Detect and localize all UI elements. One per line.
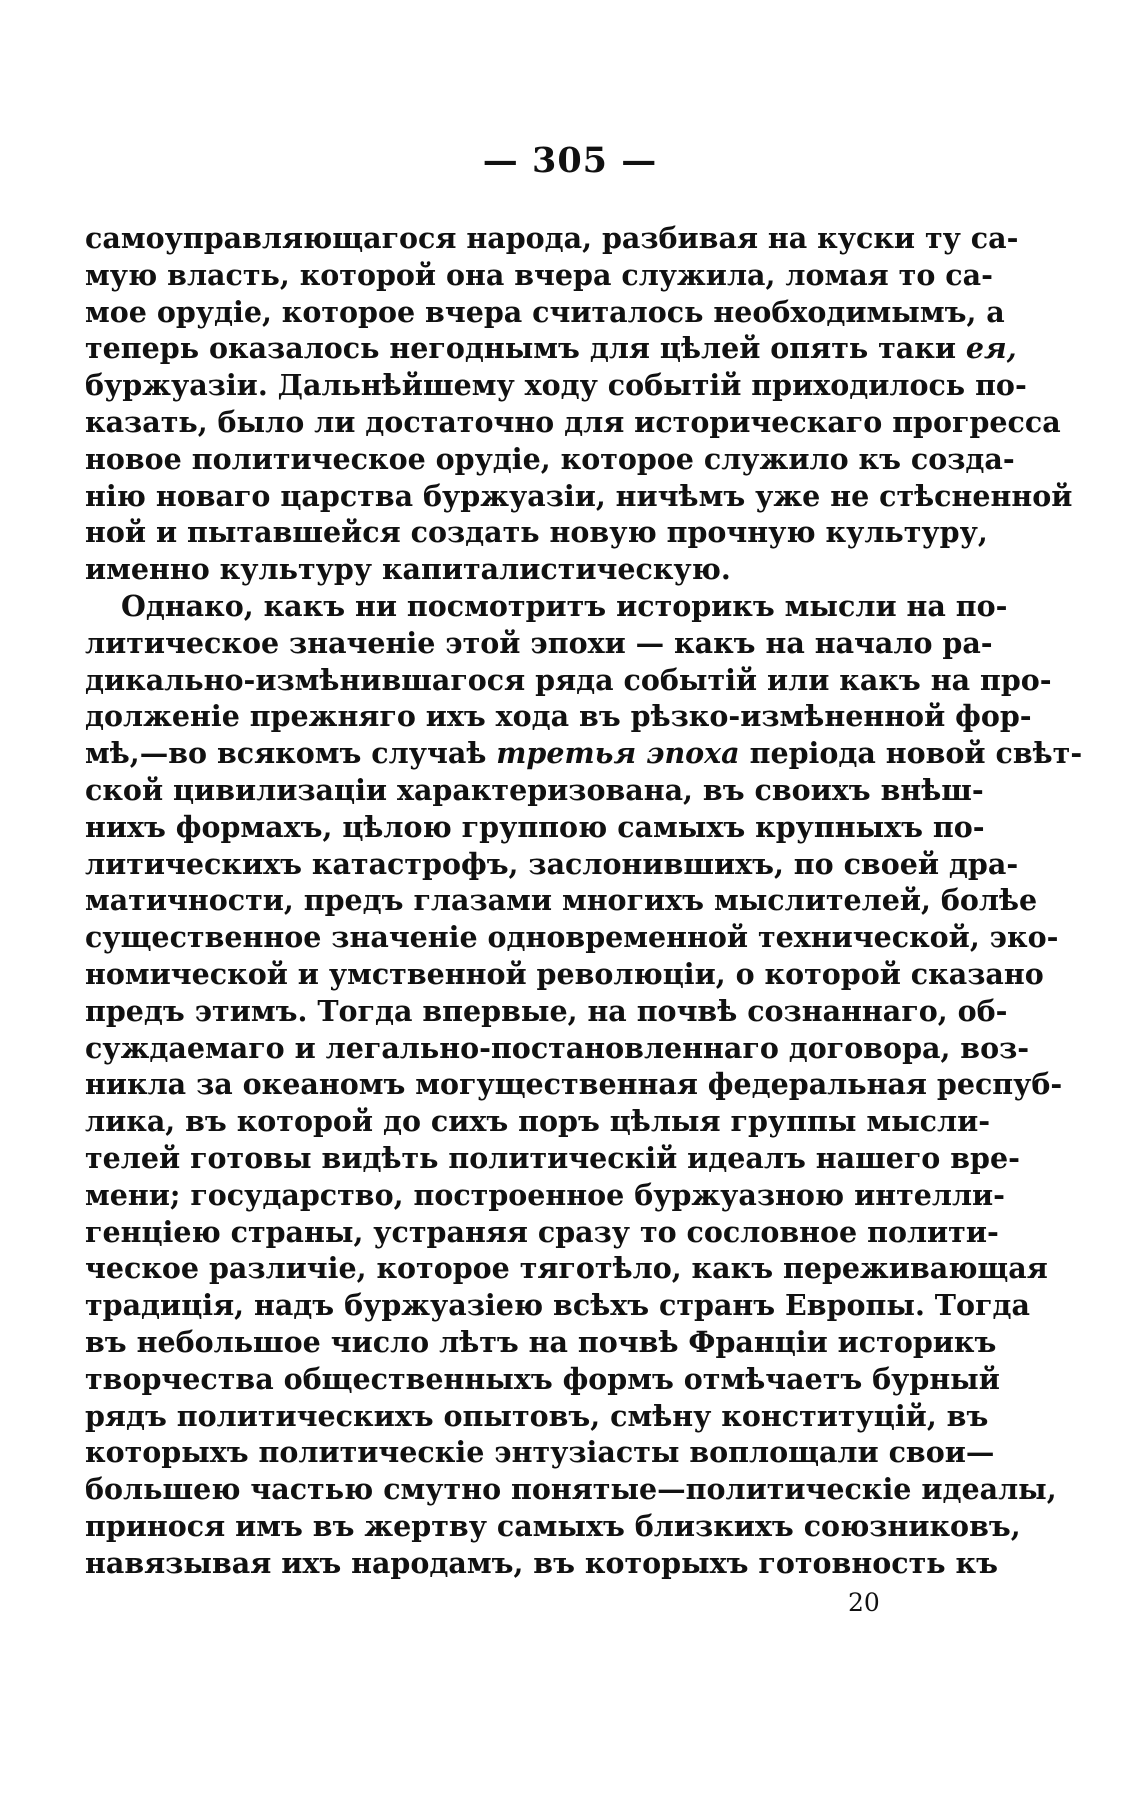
text-line: нію новаго царства буржуазіи, ничѣмъ уже не стѣсненной (85, 478, 1073, 513)
text-line: самоуправляющагося народа, разбивая на куски ту са- (85, 221, 1019, 255)
text-line (85, 514, 988, 551)
text-line-segment: и пытавшейся создать новую прочную культуру, (155, 515, 988, 550)
text-line: телей готовы видѣть политическій идеалъ нашего вре- (85, 1140, 1020, 1175)
paragraph-1 (85, 220, 1073, 588)
page-number-header: — 305 — (482, 140, 658, 181)
text-line: казать, было ли достаточно для историческаго прогресса (85, 404, 1061, 439)
text-line: мени; государство, построенное буржуазною интелли- (85, 1177, 1006, 1212)
text-line: творчества общественныхъ формъ отмѣчаетъ бурный (85, 1361, 1000, 1396)
text-line: рядъ политическихъ опытовъ, смѣну конституцій, въ (85, 1398, 989, 1433)
text-line: принося имъ въ жертву самыхъ близкихъ союзниковъ, (85, 1508, 1021, 1543)
text-line (85, 330, 1017, 367)
text-line: мое орудіе, которое вчера считалось необходимымъ, а (85, 294, 1005, 329)
text-line: Однако, какъ ни посмотритъ историкъ мысли на по- (121, 589, 1008, 623)
text-line (85, 735, 1083, 772)
text-line: лика, въ которой до сихъ поръ цѣлыя группы мысли- (85, 1104, 991, 1139)
text-line: никла за океаномъ могущественная федеральная респуб- (85, 1067, 1063, 1102)
signature-mark: 20 (848, 1588, 880, 1617)
text-line: ческое различіе, которое тяготѣло, какъ переживающая (85, 1251, 1048, 1286)
text-line: матичности, предъ глазами многихъ мыслителей, болѣе (85, 883, 1038, 918)
text-line: долженіе прежняго ихъ хода въ рѣзко-измѣненной фор- (85, 699, 1032, 734)
italic-phrase: третья эпоха (496, 736, 740, 771)
text-line: нихъ формахъ, цѣлою группою самыхъ крупныхъ по- (85, 809, 985, 844)
text-line: буржуазіи. Дальнѣйшему ходу событій приходилось по- (85, 368, 1027, 403)
text-line-segment: мѣ,—во всякомъ случаѣ (85, 736, 497, 771)
text-line: большею частью смутно понятые—политическіе идеалы, (85, 1472, 1057, 1507)
text-line: мую власть, которой она вчера служила, ломая то са- (85, 257, 993, 292)
text-line: именно культуру капиталистическую. (85, 552, 731, 587)
text-line: предъ этимъ. Тогда впервые, на почвѣ сознаннаго, об- (85, 993, 1008, 1028)
text-line: въ небольшое число лѣтъ на почвѣ Франціи историкъ (85, 1324, 997, 1359)
text-line: суждаемаго и легально-постановленнаго договора, воз- (85, 1030, 1030, 1065)
text-line: литическое значеніе этой эпохи — какъ на начало ра- (85, 625, 993, 660)
text-line: дикально-измѣнившагося ряда событій или какъ на про- (85, 662, 1052, 697)
paragraph-2 (85, 588, 1083, 1582)
text-line: которыхъ политическіе энтузіасты воплощали свои— (85, 1435, 995, 1470)
text-line: существенное значеніе одновременной технической, эко- (85, 920, 1059, 955)
text-line: литическихъ катастрофъ, заслонившихъ, по своей дра- (85, 846, 1019, 881)
text-line-segment: періода новой свѣт- (749, 736, 1083, 771)
text-line-prefix: ной (85, 515, 147, 550)
italic-word: ея, (965, 331, 1017, 366)
text-line: генціею страны, устраняя сразу то сословное полити- (85, 1214, 999, 1249)
text-line-segment: теперь оказалось негоднымъ для цѣлей опять таки (85, 331, 966, 366)
text-line: традиція, надъ буржуазіею всѣхъ странъ Европы. Тогда (85, 1288, 1030, 1323)
text-line: номической и умственной революціи, о которой сказано (85, 956, 1044, 991)
text-line: новое политическое орудіе, которое служило къ созда- (85, 441, 1015, 476)
text-line: ской цивилизаціи характеризована, въ своихъ внѣш- (85, 772, 984, 807)
text-line: навязывая ихъ народамъ, въ которыхъ готовность къ (85, 1545, 998, 1580)
